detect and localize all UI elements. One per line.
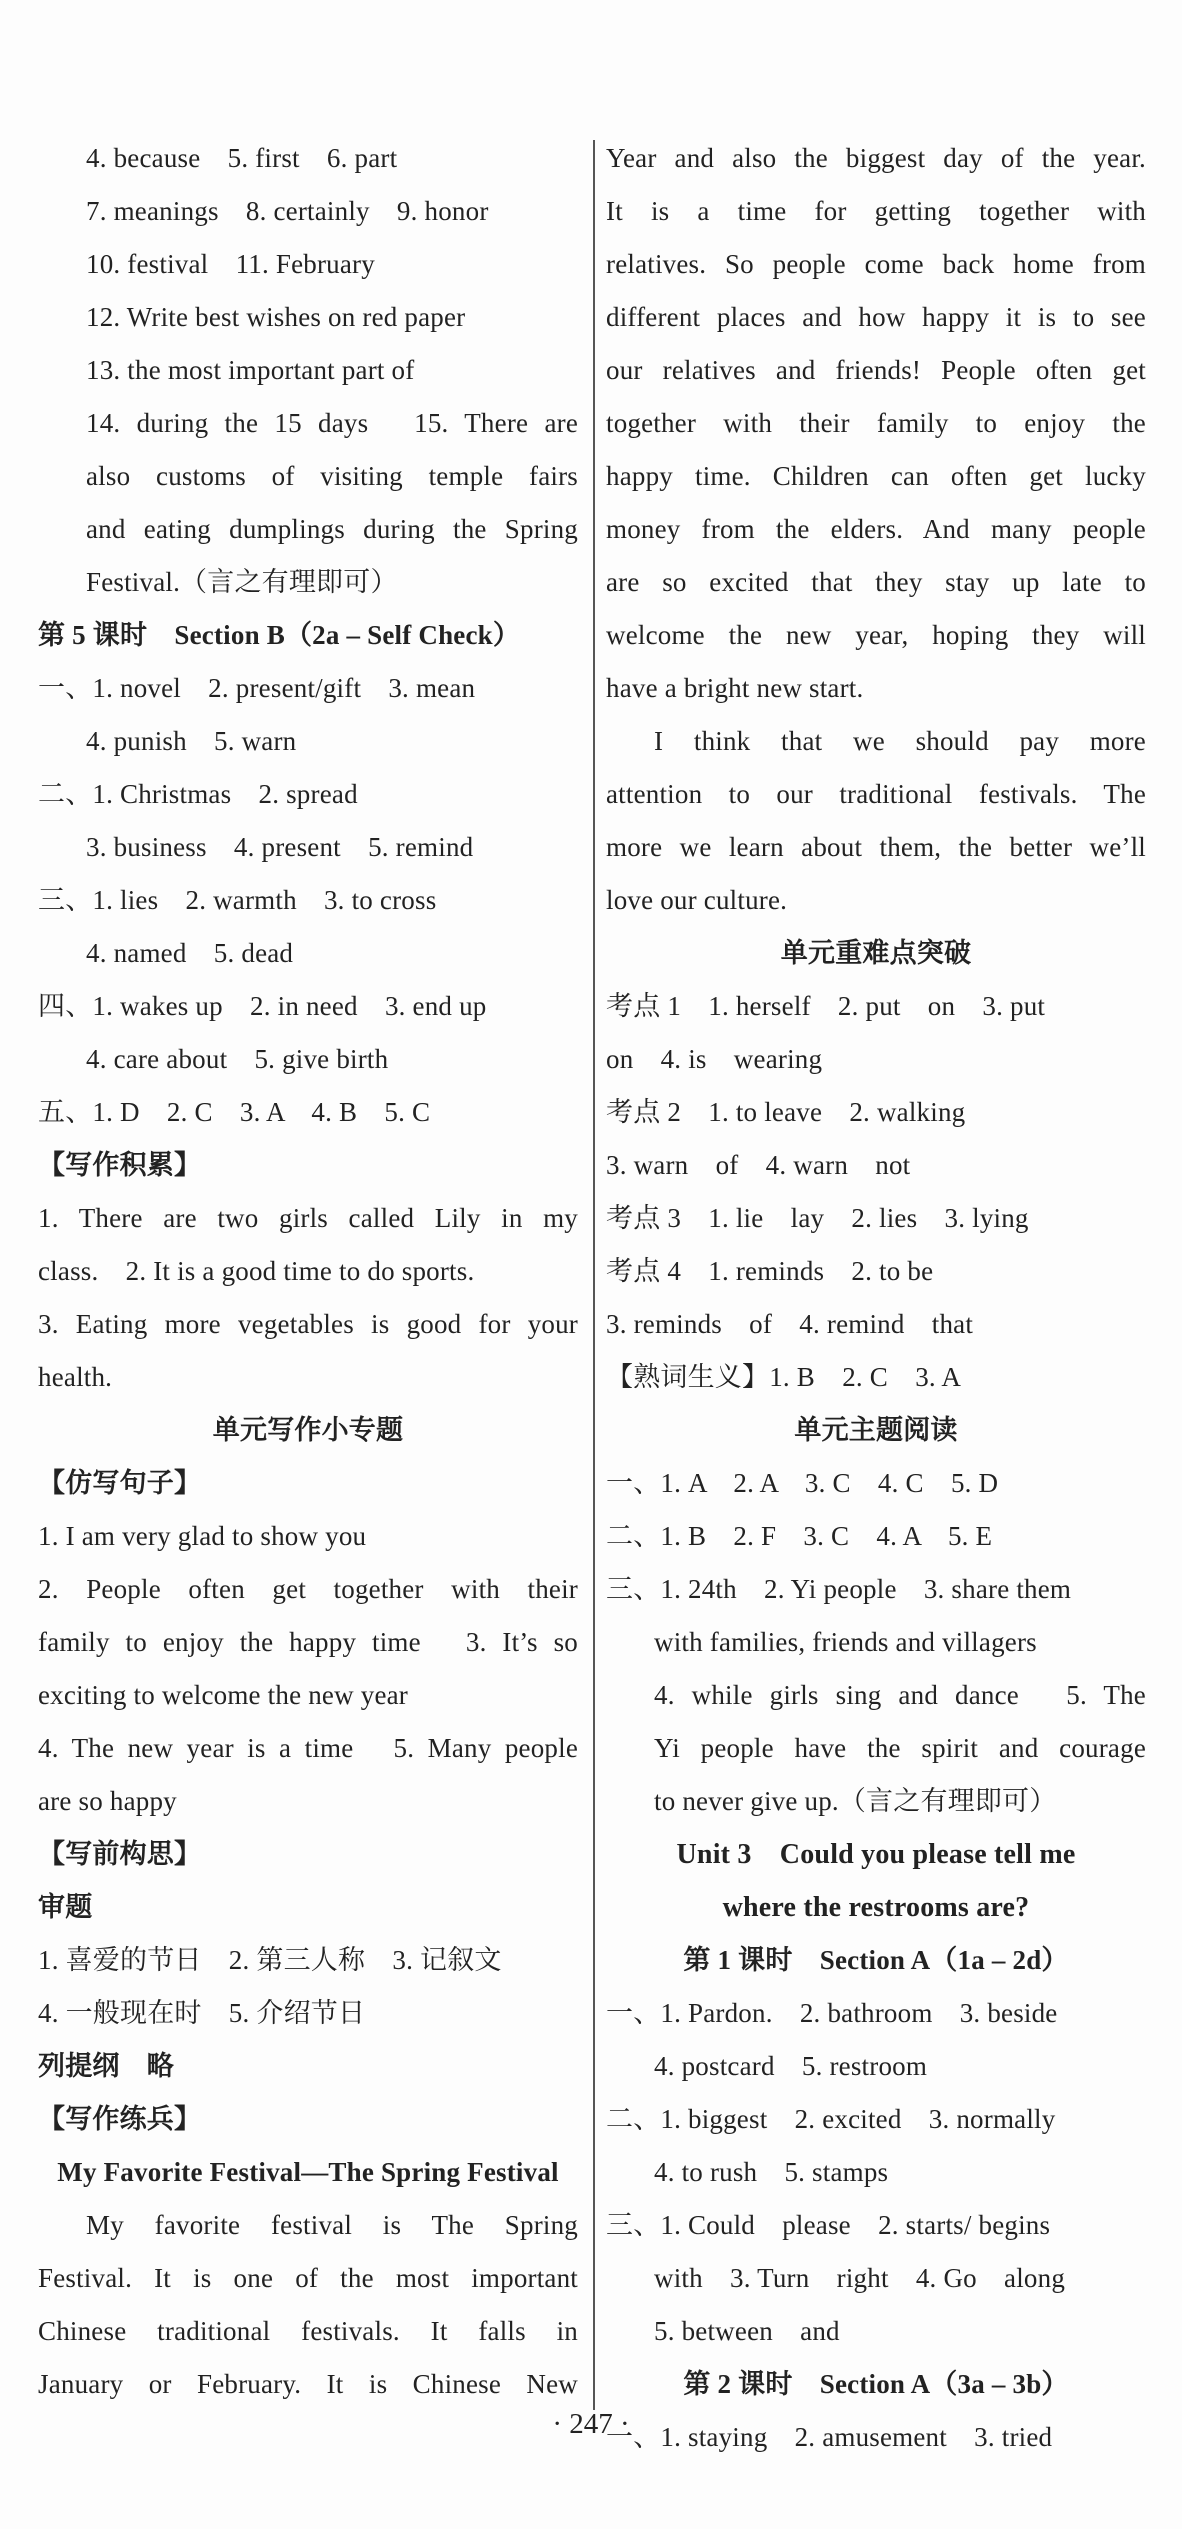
right-column-line: are so excited that they stay up late to bbox=[606, 567, 1146, 597]
right-column-line: 4. to rush 5. stamps bbox=[654, 2157, 889, 2187]
left-column-line: exciting to welcome the new year bbox=[38, 1680, 409, 1710]
right-column-line: with families, friends and villagers bbox=[654, 1627, 1037, 1657]
right-column-line: attention to our traditional festivals. The bbox=[606, 779, 1146, 809]
right-column-line: I think that we should pay more bbox=[654, 726, 1146, 756]
right-column-line: happy time. Children can often get lucky bbox=[606, 461, 1146, 491]
right-column-line: more we learn about them, the better we’ll bbox=[606, 832, 1146, 862]
right-column-line: 4. postcard 5. restroom bbox=[654, 2051, 928, 2081]
left-column-line: 一、1. novel 2. present/gift 3. mean bbox=[38, 673, 476, 703]
left-column-line: 单元写作小专题 bbox=[212, 1415, 404, 1445]
right-column-line: our relatives and friends! People often get bbox=[606, 355, 1146, 385]
left-column-line: 4. 一般现在时 5. 介绍节日 bbox=[38, 1998, 366, 2028]
left-column-line: family to enjoy the happy time 3. It’s so bbox=[38, 1627, 578, 1657]
right-column-line: 考点 1 1. herself 2. put on 3. put bbox=[606, 991, 1046, 1021]
right-column-line: to never give up.（言之有理即可） bbox=[654, 1786, 1057, 1816]
right-column bbox=[606, 132, 1146, 2464]
left-column-line: are so happy bbox=[38, 1786, 177, 1816]
right-column-line: money from the elders. And many people bbox=[606, 514, 1146, 544]
right-column-line: relatives. So people come back home from bbox=[606, 249, 1146, 279]
page-number: · 247 · bbox=[552, 2408, 630, 2440]
right-column-line: 3. warn of 4. warn not bbox=[606, 1150, 911, 1180]
left-column-line: My favorite festival is The Spring bbox=[86, 2210, 578, 2240]
left-column-line: 4. punish 5. warn bbox=[86, 726, 297, 756]
right-column-line: Unit 3 Could you please tell me bbox=[676, 1839, 1076, 1870]
left-column-line: 【写作积累】 bbox=[38, 1150, 202, 1180]
right-column-line: 一、1. staying 2. amusement 3. tried bbox=[606, 2422, 1053, 2452]
left-column-line: January or February. It is Chinese New bbox=[38, 2369, 578, 2399]
left-column-line: 【写作练兵】 bbox=[38, 2104, 202, 2134]
right-column-line: together with their family to enjoy the bbox=[606, 408, 1146, 438]
left-column-line: and eating dumplings during the Spring bbox=[86, 514, 578, 544]
left-column-line: 14. during the 15 days 15. There are bbox=[86, 408, 578, 438]
left-column-line: 2. People often get together with their bbox=[38, 1574, 578, 1604]
column-divider bbox=[593, 140, 595, 2410]
right-column-line: 【熟词生义】1. B 2. C 3. A bbox=[606, 1362, 962, 1392]
right-column-line: It is a time for getting together with bbox=[606, 196, 1146, 226]
right-column-line: welcome the new year, hoping they will bbox=[606, 620, 1146, 650]
right-column-line: 三、1. 24th 2. Yi people 3. share them bbox=[606, 1574, 1072, 1604]
right-column-line: Yi people have the spirit and courage bbox=[654, 1733, 1146, 1763]
right-column-line: 单元主题阅读 bbox=[794, 1415, 958, 1445]
right-column-line: 单元重难点突破 bbox=[780, 938, 972, 968]
right-column-line: 三、1. Could please 2. starts/ begins bbox=[606, 2210, 1051, 2240]
right-column-line: 第 1 课时 Section A（1a – 2d） bbox=[683, 1945, 1069, 1975]
left-column-line: 二、1. Christmas 2. spread bbox=[38, 779, 358, 809]
right-column-line: 4. while girls sing and dance 5. The bbox=[654, 1680, 1146, 1710]
left-column-line: class. 2. It is a good time to do sports. bbox=[38, 1256, 475, 1286]
right-column-line: 一、1. Pardon. 2. bathroom 3. beside bbox=[606, 1998, 1058, 2028]
left-column-line: 第 5 课时 Section B（2a – Self Check） bbox=[38, 620, 521, 650]
left-column-line: Festival. It is one of the most important bbox=[38, 2263, 578, 2293]
right-column-line: 考点 3 1. lie lay 2. lies 3. lying bbox=[606, 1203, 1029, 1233]
left-column-line: Festival.（言之有理即可） bbox=[86, 567, 398, 597]
left-column-line: 1. There are two girls called Lily in my bbox=[38, 1203, 578, 1233]
left-column-line: 列提纲 略 bbox=[38, 2051, 174, 2081]
left-column-line: 4. because 5. first 6. part bbox=[86, 143, 398, 173]
right-column-line: 二、1. biggest 2. excited 3. normally bbox=[606, 2104, 1056, 2134]
left-column-line: Chinese traditional festivals. It falls in bbox=[38, 2316, 578, 2346]
left-column-line: 【写前构思】 bbox=[38, 1839, 202, 1869]
left-column-line: also customs of visiting temple fairs bbox=[86, 461, 578, 491]
left-column-line: 12. Write best wishes on red paper bbox=[86, 302, 466, 332]
left-column-line: 审题 bbox=[38, 1892, 93, 1922]
right-column-line: have a bright new start. bbox=[606, 673, 864, 703]
right-column-line: 考点 4 1. reminds 2. to be bbox=[606, 1256, 934, 1286]
left-column-line: My Favorite Festival—The Spring Festival bbox=[57, 2157, 559, 2187]
right-column-line: on 4. is wearing bbox=[606, 1044, 823, 1074]
right-column-line: where the restrooms are? bbox=[722, 1892, 1030, 1923]
left-column-line: 【仿写句子】 bbox=[38, 1468, 202, 1498]
right-column-line: 一、1. A 2. A 3. C 4. C 5. D bbox=[606, 1468, 999, 1498]
left-column-line: 四、1. wakes up 2. in need 3. end up bbox=[38, 991, 487, 1021]
left-column bbox=[38, 132, 578, 2411]
left-column-line: 7. meanings 8. certainly 9. honor bbox=[86, 196, 489, 226]
right-column-line: different places and how happy it is to see bbox=[606, 302, 1146, 332]
left-column-line: 4. The new year is a time 5. Many people bbox=[38, 1733, 578, 1763]
left-column-line: 三、1. lies 2. warmth 3. to cross bbox=[38, 885, 437, 915]
right-column-line: 考点 2 1. to leave 2. walking bbox=[606, 1097, 966, 1127]
left-column-line: 4. named 5. dead bbox=[86, 938, 294, 968]
left-column-line: 10. festival 11. February bbox=[86, 249, 375, 279]
left-column-line: 13. the most important part of bbox=[86, 355, 415, 385]
left-column-line: health. bbox=[38, 1362, 113, 1392]
left-column-line: 3. business 4. present 5. remind bbox=[86, 832, 474, 862]
left-column-line: 4. care about 5. give birth bbox=[86, 1044, 389, 1074]
right-column-line: with 3. Turn right 4. Go along bbox=[654, 2263, 1066, 2293]
right-column-line: Year and also the biggest day of the year. bbox=[606, 143, 1146, 173]
right-column-line: love our culture. bbox=[606, 885, 788, 915]
left-column-line: 1. I am very glad to show you bbox=[38, 1521, 367, 1551]
right-column-line: 5. between and bbox=[654, 2316, 840, 2346]
right-column-line: 3. reminds of 4. remind that bbox=[606, 1309, 974, 1339]
left-column-line: 五、1. D 2. C 3. A 4. B 5. C bbox=[38, 1097, 431, 1127]
right-column-line: 二、1. B 2. F 3. C 4. A 5. E bbox=[606, 1521, 993, 1551]
left-column-line: 1. 喜爱的节日 2. 第三人称 3. 记叙文 bbox=[38, 1945, 502, 1975]
left-column-line: 3. Eating more vegetables is good for your bbox=[38, 1309, 578, 1339]
right-column-line: 第 2 课时 Section A（3a – 3b） bbox=[683, 2369, 1069, 2399]
